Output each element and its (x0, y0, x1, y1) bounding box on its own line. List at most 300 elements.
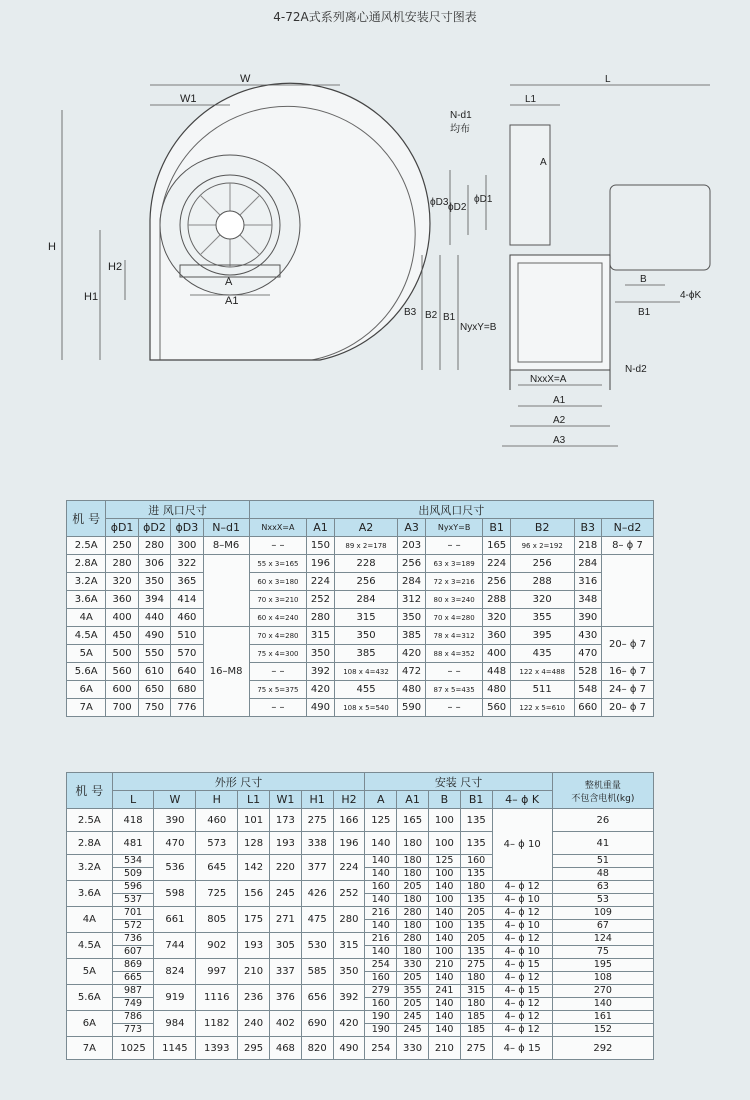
cell-value-lower: 135 (467, 946, 486, 957)
cell-value-upper: 161 (553, 1011, 653, 1024)
cell: 470 (154, 832, 196, 855)
cell: 72 x 3=216 (425, 573, 483, 591)
cell: 122 x 5=610 (510, 699, 574, 717)
cell-dual (112, 985, 154, 1011)
t1-col-header: N–d1 (203, 519, 249, 537)
cell: 435 (510, 645, 574, 663)
cell-value-lower: 4– ϕ 10 (504, 894, 540, 905)
table-row (67, 591, 654, 609)
cell-value-lower: 4– ϕ 10 (504, 920, 540, 931)
cell: 75 x 4=300 (249, 645, 307, 663)
cell: 284 (334, 591, 398, 609)
cell: 312 (398, 591, 425, 609)
cell: 570 (171, 645, 203, 663)
t2-col-header: A1 (397, 791, 429, 809)
cell-value-upper: 270 (553, 985, 653, 998)
table-row (67, 907, 654, 933)
dim-B3: B3 (404, 307, 417, 318)
cell: 125 (365, 809, 397, 832)
cell-dual (460, 855, 492, 881)
cell-value-lower: 140 (371, 920, 390, 931)
cell: 224 (333, 855, 365, 881)
cell-dual (460, 1011, 492, 1037)
cell: 275 (460, 1037, 492, 1060)
cell-dual (365, 985, 397, 1011)
cell: 510 (171, 627, 203, 645)
table-row (67, 985, 654, 1011)
cell-value-lower: 190 (371, 1024, 390, 1035)
cell: 350 (334, 627, 398, 645)
cell-dual (492, 907, 552, 933)
dim-A2: A2 (553, 415, 566, 426)
cell-value-lower: 205 (403, 998, 422, 1009)
cell: 80 x 3=240 (425, 591, 483, 609)
cell: 26 (552, 809, 653, 832)
cell: 6A (67, 681, 106, 699)
cell: 135 (460, 832, 492, 855)
cell: 315 (333, 933, 365, 959)
cell: – – (425, 699, 483, 717)
cell: 4– ϕ 15 (492, 1037, 552, 1060)
cell-value-lower: 140 (371, 946, 390, 957)
cell: 128 (238, 832, 270, 855)
cell-value-upper: 596 (113, 881, 154, 894)
cell: 305 (269, 933, 301, 959)
cell: 175 (238, 907, 270, 933)
cell-value-upper: 245 (397, 1011, 428, 1024)
cell-value-upper: 280 (397, 907, 428, 920)
cell-machine: 2.8A (67, 832, 113, 855)
t2-col-header: W1 (269, 791, 301, 809)
cell: 598 (154, 881, 196, 907)
cell-value-upper: 275 (461, 959, 492, 972)
cell: 250 (106, 537, 138, 555)
cell: 820 (301, 1037, 333, 1060)
cell: 4A (67, 609, 106, 627)
cell-dual (397, 855, 429, 881)
cell: 480 (398, 681, 425, 699)
cell: 360 (106, 591, 138, 609)
cell: 295 (238, 1037, 270, 1060)
cell: 660 (574, 699, 601, 717)
cell: 70 x 4=280 (425, 609, 483, 627)
cell: 322 (171, 555, 203, 573)
header-inlet: 进 风口尺寸 (106, 501, 249, 519)
cell: 656 (301, 985, 333, 1011)
cell: 560 (106, 663, 138, 681)
cell: 511 (510, 681, 574, 699)
cell-dual (492, 959, 552, 985)
cell-value-upper: 4– ϕ 15 (493, 985, 552, 998)
cell: 690 (301, 1011, 333, 1037)
cell: 271 (269, 907, 301, 933)
cell-value-lower: 140 (371, 868, 390, 879)
cell-value-upper: 140 (429, 881, 460, 894)
cell-dual (112, 855, 154, 881)
cell-value-upper: 315 (461, 985, 492, 998)
header-outlet: 出风风口尺寸 (249, 501, 653, 519)
cell: 228 (334, 555, 398, 573)
cell-value-upper: 4– ϕ 15 (493, 959, 552, 972)
cell: 392 (307, 663, 334, 681)
cell: 122 x 4=488 (510, 663, 574, 681)
cell-value-lower: 773 (123, 1024, 143, 1035)
cell-value-lower: 205 (403, 972, 422, 983)
table-row (67, 959, 654, 985)
cell-value-upper: 4– ϕ 12 (493, 1011, 552, 1024)
cell-dual (397, 881, 429, 907)
cell-value-lower: 180 (467, 972, 486, 983)
cell: 236 (238, 985, 270, 1011)
cell: 41 (552, 832, 653, 855)
cell: 600 (106, 681, 138, 699)
table-row (67, 537, 654, 555)
cell: 20– ϕ 7 (601, 699, 653, 717)
cell-value-lower: 180 (403, 894, 422, 905)
cell-dual (397, 1011, 429, 1037)
cell: 196 (307, 555, 334, 573)
cell: 420 (398, 645, 425, 663)
cell: 550 (138, 645, 170, 663)
cell: 376 (269, 985, 301, 1011)
cell: 4.5A (67, 627, 106, 645)
cell-dual (365, 907, 397, 933)
cell-value-lower: 100 (435, 894, 454, 905)
cell: – – (249, 537, 307, 555)
cell: 490 (333, 1037, 365, 1060)
cell: 390 (574, 609, 601, 627)
table-row (67, 609, 654, 627)
cell: 193 (238, 933, 270, 959)
cell: 420 (333, 1011, 365, 1037)
cell: 392 (333, 985, 365, 1011)
cell-machine: 3.6A (67, 881, 113, 907)
cell-value-upper: 534 (113, 855, 154, 868)
cell: 245 (269, 881, 301, 907)
cell: 220 (269, 855, 301, 881)
cell-value-upper: 205 (461, 907, 492, 920)
header-install: 安装 尺寸 (365, 773, 552, 791)
cell (203, 555, 249, 627)
dim-B2: B2 (425, 310, 438, 321)
cell: 468 (269, 1037, 301, 1060)
cell: 448 (483, 663, 510, 681)
label-A-right: A (540, 157, 547, 168)
table-row (67, 681, 654, 699)
cell-dual (397, 907, 429, 933)
t1-col-header: ϕD1 (106, 519, 138, 537)
dim-A: A (225, 276, 233, 288)
table-row (67, 855, 654, 881)
cell: 400 (106, 609, 138, 627)
t2-col-header: H1 (301, 791, 333, 809)
cell: 725 (196, 881, 238, 907)
cell: 350 (333, 959, 365, 985)
table-row (67, 663, 654, 681)
t1-col-header: NyxY=B (425, 519, 483, 537)
cell-value-lower: 152 (593, 1024, 612, 1035)
cell: 60 x 3=180 (249, 573, 307, 591)
cell: 490 (307, 699, 334, 717)
cell-value-lower: 4– ϕ 12 (504, 1024, 540, 1035)
cell: 8–M6 (203, 537, 249, 555)
cell-value-lower: 180 (403, 946, 422, 957)
cell: 776 (171, 699, 203, 717)
cell-dual (365, 881, 397, 907)
dim-B1: B1 (443, 312, 456, 323)
cell: 193 (269, 832, 301, 855)
cell: 610 (138, 663, 170, 681)
cell-value-upper: 280 (397, 933, 428, 946)
cell-value-lower: 180 (403, 920, 422, 931)
table-row (67, 555, 654, 573)
cell: 805 (196, 907, 238, 933)
cell-value-upper: 701 (113, 907, 154, 920)
cell-dual (112, 1011, 154, 1037)
cell-value-upper: 279 (365, 985, 396, 998)
cell: 280 (307, 609, 334, 627)
cell-dual (428, 985, 460, 1011)
cell-dual (552, 985, 653, 1011)
cell-value-upper: 4– ϕ 12 (493, 881, 552, 894)
cell: 2.8A (67, 555, 106, 573)
dim-B1-motor: B1 (638, 307, 651, 318)
cell-value-lower: 75 (596, 946, 609, 957)
t2-col-header: L (112, 791, 154, 809)
cell: 5.6A (67, 663, 106, 681)
cell: 560 (483, 699, 510, 717)
cell: 420 (307, 681, 334, 699)
cell: 450 (106, 627, 138, 645)
cell: 173 (269, 809, 301, 832)
cell: 430 (574, 627, 601, 645)
cell: 89 x 2=178 (334, 537, 398, 555)
cell: 680 (171, 681, 203, 699)
cell-dual (552, 855, 653, 881)
cell-value-lower: 537 (123, 894, 143, 905)
table-row (67, 933, 654, 959)
cell: 536 (154, 855, 196, 881)
cell: 645 (196, 855, 238, 881)
cell: 20– ϕ 7 (601, 627, 653, 663)
cell: 165 (483, 537, 510, 555)
table-row (67, 627, 654, 645)
cell: 394 (138, 591, 170, 609)
weight-note: 不包含电机(kg) (571, 793, 635, 804)
cell: 700 (106, 699, 138, 717)
cell: 196 (333, 832, 365, 855)
cell: 140 (365, 832, 397, 855)
cell: 165 (397, 809, 429, 832)
cell: 355 (510, 609, 574, 627)
cell: – – (425, 537, 483, 555)
cell: 166 (333, 809, 365, 832)
cell: 997 (196, 959, 238, 985)
cell: 385 (398, 627, 425, 645)
t1-col-header: ϕD2 (138, 519, 170, 537)
cell-value-lower: 665 (123, 972, 143, 983)
cell: 320 (483, 609, 510, 627)
cell: 256 (398, 555, 425, 573)
cell-value-upper: 124 (553, 933, 653, 946)
cell: 8– ϕ 7 (601, 537, 653, 555)
cell-value-upper: 205 (397, 881, 428, 894)
cell-machine: 4.5A (67, 933, 113, 959)
table-row (67, 809, 654, 832)
cell-value-upper: 140 (429, 933, 460, 946)
cell: 142 (238, 855, 270, 881)
cell-value-upper: 109 (553, 907, 653, 920)
cell-dual (365, 959, 397, 985)
dim-D3: ϕD3 (430, 197, 449, 208)
weight-label: 整机重量 (584, 780, 621, 791)
cell: 400 (483, 645, 510, 663)
cell-machine: 5.6A (67, 985, 113, 1011)
cell: 100 (428, 809, 460, 832)
cell: 60 x 4=240 (249, 609, 307, 627)
dim-D1: ϕD1 (474, 194, 493, 205)
cell-dual (460, 907, 492, 933)
cell-dual (552, 881, 653, 907)
cell: 256 (510, 555, 574, 573)
t2-col-header: B1 (460, 791, 492, 809)
cell-value-upper: 205 (461, 933, 492, 946)
cell: 16– ϕ 7 (601, 663, 653, 681)
cell: 280 (333, 907, 365, 933)
cell: 96 x 2=192 (510, 537, 574, 555)
cell: 150 (307, 537, 334, 555)
cell: 292 (552, 1037, 653, 1060)
cell-value-upper: 160 (365, 881, 396, 894)
cell: 585 (301, 959, 333, 985)
cell-dual (428, 855, 460, 881)
t1-col-header: B3 (574, 519, 601, 537)
cell: 210 (238, 959, 270, 985)
t1-col-header: A3 (398, 519, 425, 537)
cell-value-lower: 185 (467, 1024, 486, 1035)
t1-col-header: B2 (510, 519, 574, 537)
cell: 418 (112, 809, 154, 832)
cell-value-upper: 241 (429, 985, 460, 998)
t1-col-header: A1 (307, 519, 334, 537)
cell-value-upper: 140 (429, 1011, 460, 1024)
cell-value-upper: 216 (365, 933, 396, 946)
cell: 180 (397, 832, 429, 855)
cell: 288 (483, 591, 510, 609)
cell: 490 (138, 627, 170, 645)
cell: 365 (171, 573, 203, 591)
cell: 500 (106, 645, 138, 663)
dim-L1: L1 (525, 94, 537, 105)
cell: – – (249, 699, 307, 717)
cell-value-lower: 135 (467, 894, 486, 905)
cell-value-lower: 140 (593, 998, 612, 1009)
cell: 203 (398, 537, 425, 555)
page-title: 4-72A式系列离心通风机安装尺寸图表 (273, 10, 477, 24)
cell: 280 (106, 555, 138, 573)
cell (601, 555, 653, 627)
cell: 101 (238, 809, 270, 832)
cell-dual (397, 959, 429, 985)
cell: 70 x 4=280 (249, 627, 307, 645)
cell-value-upper: 63 (553, 881, 653, 894)
cell: 337 (269, 959, 301, 985)
cell: 88 x 4=352 (425, 645, 483, 663)
cell: 919 (154, 985, 196, 1011)
t2-col-header: B (428, 791, 460, 809)
cell-value-lower: 140 (435, 972, 454, 983)
cell: 284 (574, 555, 601, 573)
cell-value-upper: 185 (461, 1011, 492, 1024)
cell: 254 (365, 1037, 397, 1060)
cell-value-upper: 180 (397, 855, 428, 868)
cell-dual (460, 959, 492, 985)
cell-value-upper: 51 (553, 855, 653, 868)
t2-col-header: 4– ϕ K (492, 791, 552, 809)
cell-dual (397, 985, 429, 1011)
col-machine: 机 号 (67, 501, 106, 537)
t1-col-header: B1 (483, 519, 510, 537)
cell: 210 (428, 1037, 460, 1060)
cell: 377 (301, 855, 333, 881)
cell-value-upper: 786 (113, 1011, 154, 1024)
cell: 3.6A (67, 591, 106, 609)
cell: 224 (307, 573, 334, 591)
cell: 528 (574, 663, 601, 681)
cell: 530 (301, 933, 333, 959)
cell: 661 (154, 907, 196, 933)
cell: 470 (574, 645, 601, 663)
cell: 1182 (196, 1011, 238, 1037)
cell-dual (492, 881, 552, 907)
dim-A3: A3 (553, 435, 566, 446)
cell: 218 (574, 537, 601, 555)
cell-value-upper: 195 (553, 959, 653, 972)
cell: 240 (238, 1011, 270, 1037)
cell-dual (428, 959, 460, 985)
cell-dual (112, 881, 154, 907)
cell-value-upper: 330 (397, 959, 428, 972)
dim-H: H (48, 241, 56, 253)
col-machine-2: 机 号 (67, 773, 113, 809)
cell: 402 (269, 1011, 301, 1037)
dim-H2: H2 (108, 261, 123, 273)
cell: 426 (301, 881, 333, 907)
cell: 2.5A (67, 537, 106, 555)
cell: 395 (510, 627, 574, 645)
cell: 63 x 3=189 (425, 555, 483, 573)
cell-value-lower: 749 (123, 998, 143, 1009)
cell: 440 (138, 609, 170, 627)
cell-value-upper: 355 (397, 985, 428, 998)
cell: – – (249, 663, 307, 681)
cell-dual (365, 933, 397, 959)
cell-dual (552, 959, 653, 985)
cell: 472 (398, 663, 425, 681)
cell: 256 (483, 573, 510, 591)
cell-dual (112, 933, 154, 959)
cell: 460 (196, 809, 238, 832)
cell: 475 (301, 907, 333, 933)
cell-value-upper: 160 (461, 855, 492, 868)
cell-dual (428, 933, 460, 959)
cell: 824 (154, 959, 196, 985)
cell-value-lower: 4– ϕ 12 (504, 998, 540, 1009)
cell-value-lower: 180 (467, 998, 486, 1009)
cell: 7A (67, 699, 106, 717)
cell-value-upper: 254 (365, 959, 396, 972)
cell: 70 x 3=210 (249, 591, 307, 609)
